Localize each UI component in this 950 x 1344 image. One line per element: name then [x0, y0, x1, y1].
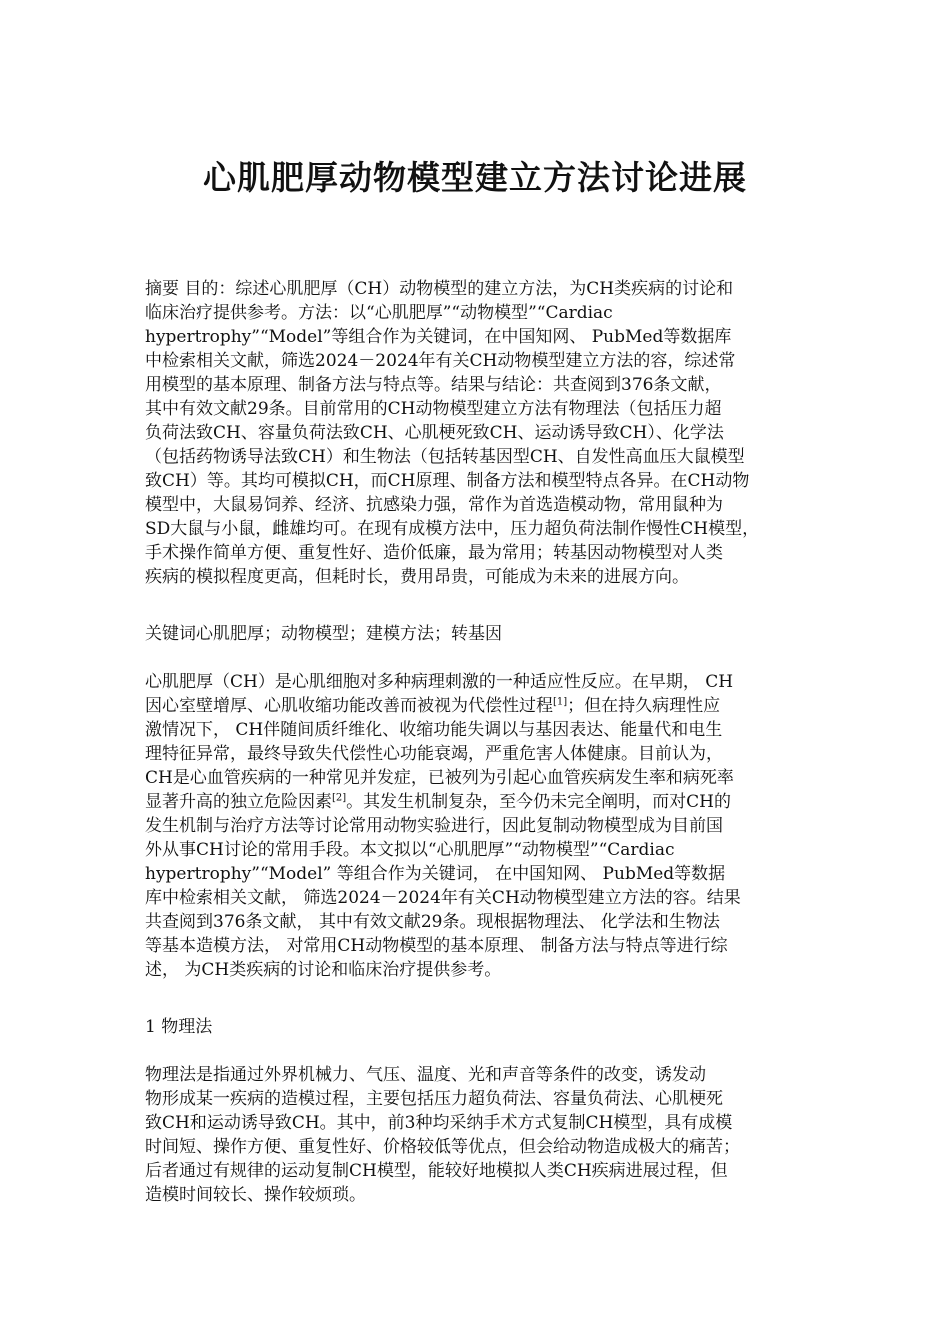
section-heading-physics: 1 物理法	[145, 1017, 213, 1037]
keywords-line: 关键词心肌肥厚；动物模型；建模方法；转基因	[145, 624, 502, 644]
citation-1: [1]	[553, 696, 568, 708]
abstract-paragraph: 摘要 目的：综述心肌肥厚（CH）动物模型的建立方法，为CH类疾病的讨论和 临床治疗提供参考。方法：以“心肌肥厚”“动物模型”“Cardiac hypertrophy”“Model”等组合作为关键词，在中国知网、 PubMed等数据库 中检索相关文献，筛选2024－2024年有关CH动物模型建立方法的容，综述常 用模型的基本原理、制备方法与特点等。结果与结论：共查阅到376条文献， 其中有效文献29条。目前常用的CH动物模型建立方法有物理法（包括压力超 负荷法致CH、容量负荷法致CH、心肌梗死致CH、运动诱导致CH）、化学法 （包括药物诱导法致CH）和生物法（包括转基因型CH、自发性高血压大鼠模型 致CH）等。其均可模拟CH，而CH原理、制备方法和模型特点各异。在CH动物 模型中，大鼠易饲养、经济、抗感染力强，常作为首选造模动物，常用鼠种为 SD大鼠与小鼠，雌雄均可。在现有成模方法中，压力超负荷法制作慢性CH模型， 手术操作简单方便、重复性好、造价低廉，最为常用；转基因动物模型对人类 疾病的模拟程度更高，但耗时长，费用昂贵，可能成为未来的进展方向。	[145, 279, 760, 587]
citation-2: [2]	[332, 792, 347, 804]
intro-text-part-2: ；但在持久病理性应 激情况下， CH伴随间质纤维化、收缩功能失调以与基因表达、能量代和电生 理特征异常，最终导致失代偿性心功能衰竭，严重危害人体健康。目前认为， CH是心血管疾病的一种常见并发症，已被列为引起心血管疾病发生率和病死率 显著升高的独立危险因素	[145, 696, 734, 812]
intro-text-part-1: 心肌肥厚（CH）是心肌细胞对多种病理刺激的一种适应性反应。在早期， CH 因心室壁增厚、心肌收缩功能改善而被视为代偿性过程	[145, 672, 734, 716]
intro-text-part-3: 。其发生机制复杂，至今仍未完全阐明，而对CH的 发生机制与治疗方法等讨论常用动物实验进行，因此复制动物模型成为目前国 外从事CH讨论的常用手段。本文拟以“心肌肥厚”“动物模型”“Cardiac hypertrophy”“Model” 等组合作为关键词， 在中国知网、 PubMed等数据 库中检索相关文献， 筛选2024－2024年有关CH动物模型建立方法的容。结果 共查阅到376条文献， 其中有效文献29条。现根据物理法、 化学法和生物法 等基本造模方法， 对常用CH动物模型的基本原理、 制备方法与特点等进行综 述， 为CH类疾病的讨论和临床治疗提供参考。	[145, 792, 741, 980]
physics-paragraph: 物理法是指通过外界机械力、气压、温度、光和声音等条件的改变，诱发动 物形成某一疾病的造模过程，主要包括压力超负荷法、容量负荷法、心肌梗死 致CH和运动诱导致CH。其中，前3种均采纳手术方式复制CH模型，具有成模 时间短、操作方便、重复性好、价格较低等优点，但会给动物造成极大的痛苦； 后者通过有规律的运动复制CH模型，能较好地模拟人类CH疾病进展过程，但 造模时间较长、操作较烦琐。	[145, 1065, 740, 1205]
document-title: 心肌肥厚动物模型建立方法讨论进展	[203, 158, 747, 197]
intro-paragraph	[145, 670, 815, 982]
